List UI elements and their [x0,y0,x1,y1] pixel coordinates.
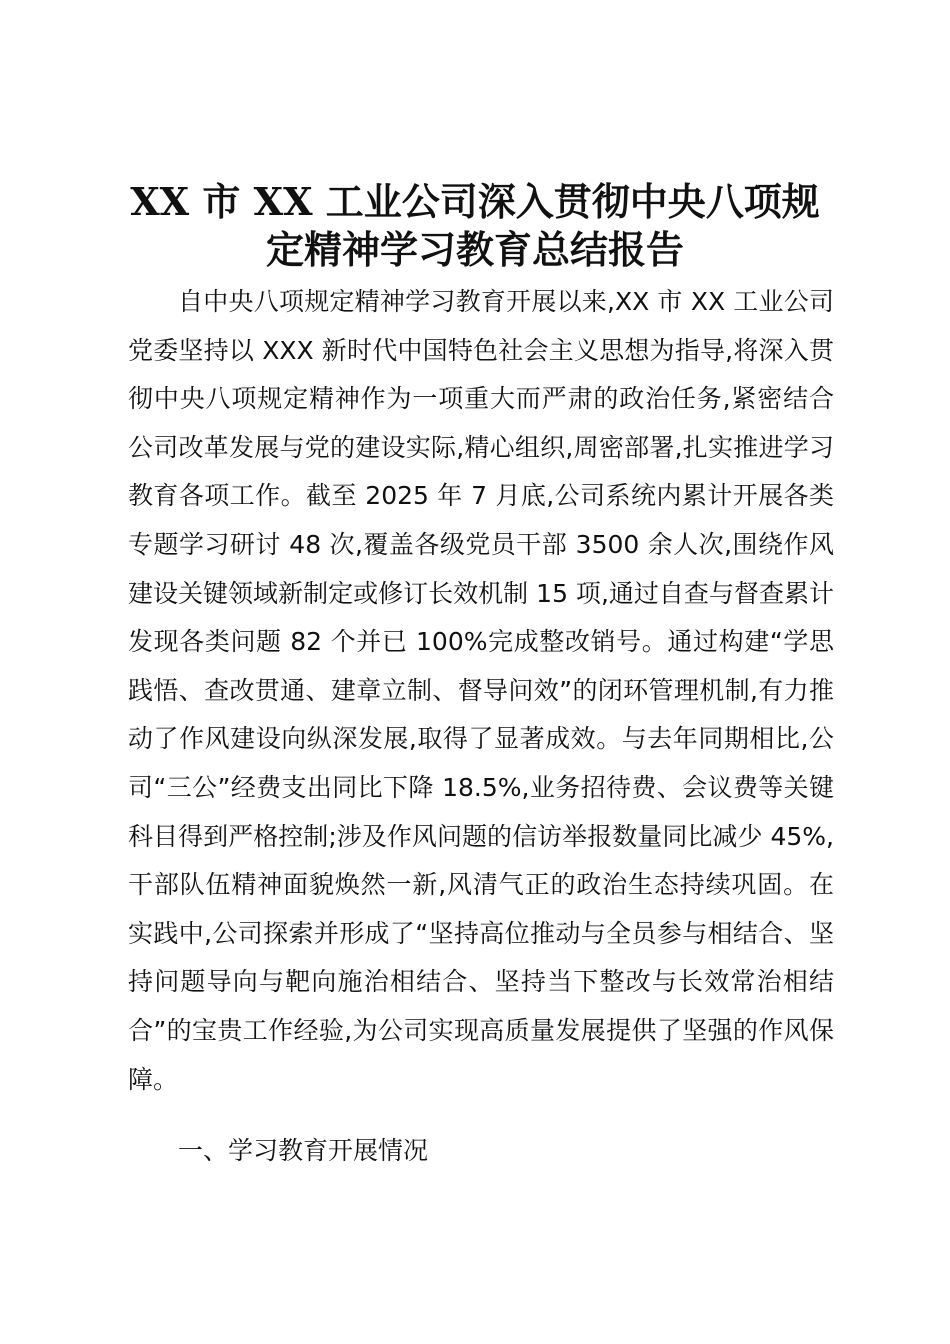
intro-paragraph: 自中央八项规定精神学习教育开展以来,XX 市 XX 工业公司党委坚持以 XXX 新时代中国特色社会主义思想为指导,将深入贯彻中央八项规定精神作为一项重大而严肃的政治任务,紧密结合公司改革发展与党的建设实际,精心组织,周密部署,扎实推进学习教育各项工作。截至 2025 年 7 月底,公司系统内累计开展各类专题学习研讨 48 次,覆盖各级党员干部 3500 余人次,围绕作风建设关键领域新制定或修订长效机制 15 项,通过自查与督查累计发现各类问题 82 个并已 100%完成整改销号。通过构建“学思践悟、查改贯通、建章立制、督导问效”的闭环管理机制,有力推动了作风建设向纵深发展,取得了显著成效。与去年同期相比,公司“三公”经费支出同比下降 18.5%,业务招待费、会议费等关键科目得到严格控制;涉及作风问题的信访举报数量同比减少 45%,干部队伍精神面貌焕然一新,风清气正的政治生态持续巩固。在实践中,公司探索并形成了“坚持高位推动与全员参与相结合、坚持问题导向与靶向施治相结合、坚持当下整改与长效常治相结合”的宝贵工作经验,为公司实现高质量发展提供了坚强的作风保障。 [128,287,834,1094]
section-heading-1: 一、学习教育开展情况 [178,1136,429,1165]
document-title: XX 市 XX 工业公司深入贯彻中央八项规定精神学习教育总结报告 [130,179,820,272]
